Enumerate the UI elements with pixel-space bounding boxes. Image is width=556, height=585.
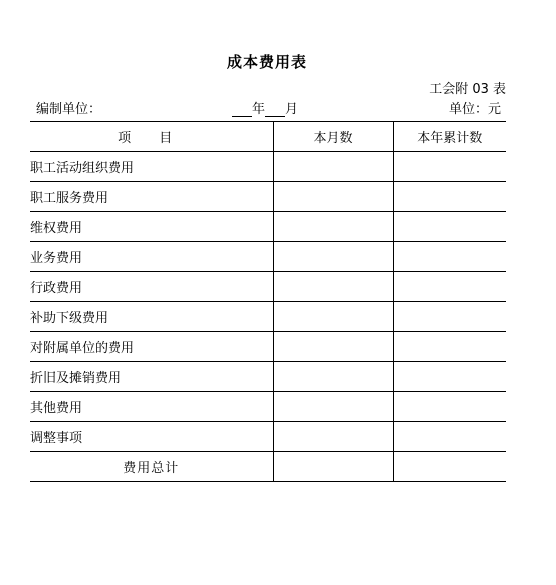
total-ytd-cell[interactable]: [393, 452, 506, 482]
year-label: 年: [252, 102, 266, 117]
monthly-cell[interactable]: [273, 392, 393, 422]
monthly-cell[interactable]: [273, 152, 393, 182]
column-header-ytd: 本年累计数: [393, 122, 506, 152]
row-label: 维权费用: [30, 212, 273, 242]
table-row: [30, 182, 506, 212]
ytd-cell[interactable]: [393, 422, 506, 452]
form-code: 工会附 03 表: [429, 82, 506, 97]
column-header-item: 项 目: [30, 122, 273, 152]
table-row: [30, 332, 506, 362]
row-label: 折旧及摊销费用: [30, 362, 273, 392]
cost-expense-table: [30, 121, 506, 482]
row-label: 调整事项: [30, 422, 273, 452]
monthly-cell[interactable]: [273, 302, 393, 332]
ytd-cell[interactable]: [393, 152, 506, 182]
table-row: [30, 392, 506, 422]
row-label: 业务费用: [30, 242, 273, 272]
ytd-cell[interactable]: [393, 272, 506, 302]
ytd-cell[interactable]: [393, 332, 506, 362]
table-row: [30, 272, 506, 302]
table-header-row: [30, 122, 506, 152]
monthly-cell[interactable]: [273, 212, 393, 242]
monthly-cell[interactable]: [273, 242, 393, 272]
ytd-cell[interactable]: [393, 362, 506, 392]
monthly-cell[interactable]: [273, 272, 393, 302]
monthly-cell[interactable]: [273, 422, 393, 452]
total-monthly-cell[interactable]: [273, 452, 393, 482]
report-title: 成本费用表: [226, 53, 307, 71]
table-row: [30, 212, 506, 242]
year-blank[interactable]: [232, 102, 252, 117]
row-label: 职工活动组织费用: [30, 152, 273, 182]
compiler-label: 编制单位：: [36, 102, 102, 117]
ytd-cell[interactable]: [393, 392, 506, 422]
month-blank[interactable]: [265, 102, 285, 117]
monthly-cell[interactable]: [273, 182, 393, 212]
table-row: [30, 152, 506, 182]
column-header-monthly: 本月数: [273, 122, 393, 152]
total-label: 费用总计: [30, 452, 273, 482]
table-row: [30, 422, 506, 452]
table-row: [30, 302, 506, 332]
monthly-cell[interactable]: [273, 362, 393, 392]
ytd-cell[interactable]: [393, 242, 506, 272]
row-label: 补助下级费用: [30, 302, 273, 332]
row-label: 职工服务费用: [30, 182, 273, 212]
row-label: 行政费用: [30, 272, 273, 302]
ytd-cell[interactable]: [393, 182, 506, 212]
monthly-cell[interactable]: [273, 332, 393, 362]
month-label: 月: [285, 102, 299, 117]
table-row: [30, 242, 506, 272]
ytd-cell[interactable]: [393, 212, 506, 242]
row-label: 对附属单位的费用: [30, 332, 273, 362]
unit-label: 单位：元: [448, 102, 501, 117]
table-row: [30, 362, 506, 392]
ytd-cell[interactable]: [393, 302, 506, 332]
row-label: 其他费用: [30, 392, 273, 422]
total-row: [30, 452, 506, 482]
report-period: [232, 98, 298, 117]
